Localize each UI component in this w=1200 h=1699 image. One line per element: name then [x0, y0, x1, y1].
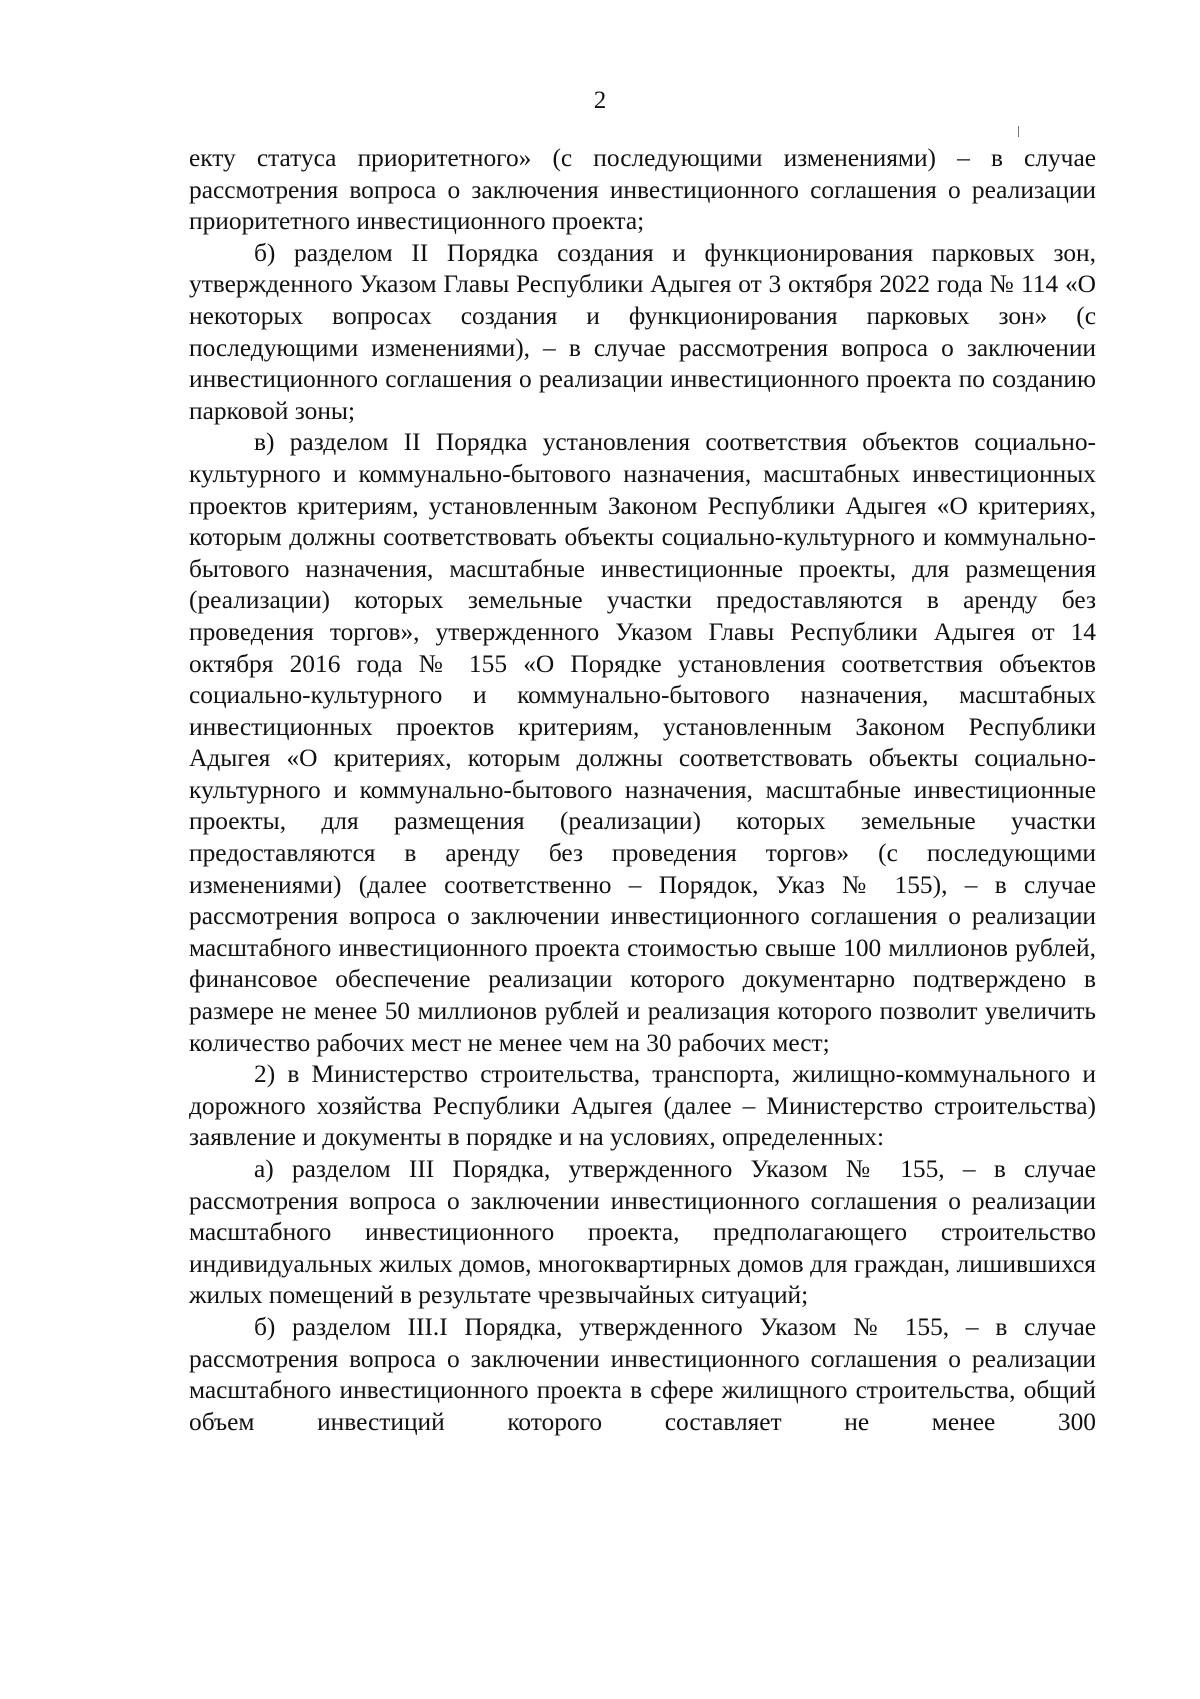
paragraph-3: в) разделом II Порядка установления соответствия объектов социально-культурного и коммунально-бытового назначения, масштабных инвестиционных проектов критериям, установленным Законом Республики Адыгея «О критериях, которым должны соответствовать объекты социально-культурного и коммунально-бытового назначения, масштабные инвестиционные проекты, для размещения (реализации) которых земельные участки предоставляются в аренду без проведения торгов», утвержденного Указом Главы Республики Адыгея от 14 октября 2016 года № 155 «О Порядке установления соответствия объектов социально-культурного и коммунально-бытового назначения, масштабных инвестиционных проектов критериям, установленным Законом Республики Адыгея «О критериях, которым должны соответствовать объекты социально-культурного и коммунально-бытового назначения, масштабные инвестиционные проекты, для размещения (реализации) которых земельные участки предоставляются в аренду без проведения торгов» (с последующими изменениями) (далее соответственно – Порядок, Указ № 155), – в случае рассмотрения вопроса о заключении инвестиционного соглашения о реализации масштабного инвестиционного проекта стоимостью свыше 100 миллионов рублей, финансовое обеспечение реализации которого документарно подтверждено в размере не менее 50 миллионов рублей и реализация которого позволит увеличить количество рабочих мест не менее чем на 30 рабочих мест;	[189, 428, 1096, 1057]
paragraph-4: 2) в Министерство строительства, транспорта, жилищно-коммунального и дорожного хозяйства Республики Адыгея (далее – Министерство строительства) заявление и документы в порядке и на условиях, определенных:	[189, 1060, 1096, 1152]
paragraph-6: б) разделом III.I Порядка, утвержденного Указом № 155, – в случае рассмотрения вопроса о заключении инвестиционного соглашения о реализации масштабного инвестиционного проекта в сфере жилищного строительства, общий объем инвестиций которого составляет не менее 300	[189, 1312, 1096, 1436]
paragraph-1: екту статуса приоритетного» (с последующими изменениями) – в случае рассмотрения вопроса о заключения инвестиционного соглашения о реализации приоритетного инвестиционного проекта;	[189, 144, 1096, 236]
paragraph-2: б) разделом II Порядка создания и функционирования парковых зон, утвержденного Указом Главы Республики Адыгея от 3 октября 2022 года № 114 «О некоторых вопросах создания и функционирования парковых зон» (с последующими изменениями), – в случае рассмотрения вопроса о заключении инвестиционного соглашения о реализации инвестиционного проекта по созданию парковой зоны;	[189, 238, 1096, 425]
document-body	[189, 143, 1096, 1438]
paragraph-5: а) разделом III Порядка, утвержденного Указом № 155, – в случае рассмотрения вопроса о заключении инвестиционного соглашения о реализации масштабного инвестиционного проекта, предполагающего строительство индивидуальных жилых домов, многоквартирных домов для граждан, лишившихся жилых помещений в результате чрезвычайных ситуаций;	[189, 1155, 1096, 1310]
scan-mark	[1018, 126, 1019, 137]
page-number: 2	[593, 87, 607, 114]
